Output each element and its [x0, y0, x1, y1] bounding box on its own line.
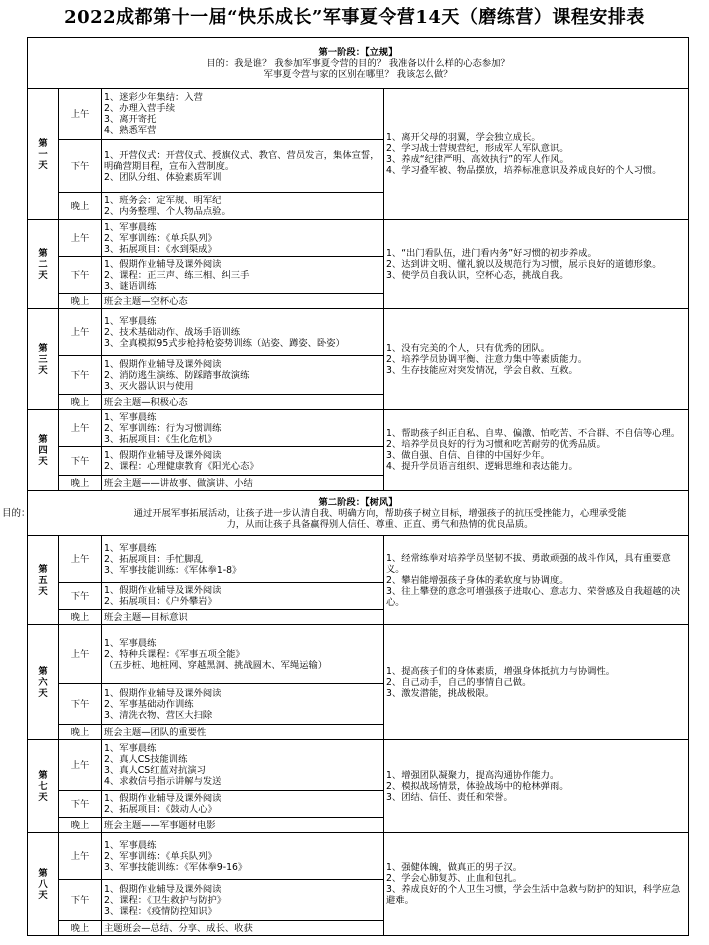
day-name: 第七天	[38, 769, 48, 803]
time-slot: 下午	[59, 684, 102, 725]
text-line: 1、假期作业辅导及课外阅读	[104, 358, 222, 370]
schedule-row-am	[28, 89, 689, 140]
text-line: 3、谜语训练	[104, 280, 157, 292]
time-slot: 晚上	[59, 395, 102, 410]
time-slot: 晚上	[59, 921, 102, 936]
text-line: 2、课程：《卫生救护与防护》	[104, 894, 227, 906]
text-line: 1、军事晨练	[104, 411, 157, 423]
activity-cell	[102, 818, 384, 833]
text-line: 3、离开寄托	[104, 114, 157, 125]
text-line: 1、军事晨练	[104, 839, 157, 851]
time-slot: 晚上	[59, 725, 102, 740]
text-line: 2、军事训练：《单兵队列》	[104, 232, 217, 244]
text-line: 3、拓展项目：《生化危机》	[104, 433, 217, 445]
text-line: 1、班务会：定军规、明军纪	[104, 195, 222, 206]
text-line: 2、军事基础动作训练	[104, 698, 194, 710]
goals-cell	[384, 833, 689, 936]
time-slot: 晚上	[59, 476, 102, 491]
text-line: 1、军事晨练	[104, 637, 157, 649]
day-label	[28, 740, 59, 833]
activity-cell	[102, 536, 384, 583]
text-line: 3、养成“纪律严明、高效执行”的军人作风。	[386, 154, 569, 165]
day-name: 第三天	[38, 342, 48, 376]
text-line: 2、特种兵课程：《军事五项全能》	[104, 648, 245, 660]
text-line: 2、办理入营手续	[104, 103, 175, 114]
activity-cell	[102, 921, 384, 936]
goals-cell	[384, 89, 689, 220]
text-line: 3、做自强、自信、自律的中国好少年。	[386, 450, 550, 461]
text-line: 2、培养学员协调平衡、注意力集中等素质能力。	[386, 353, 588, 365]
text-line: 1、假期作业辅导及课外阅读	[104, 793, 222, 804]
text-line: 1、强健体魄，做真正的男子汉。	[386, 862, 523, 873]
text-line: 3、灭火器认识与使用	[104, 380, 194, 392]
text-line: 1、假期作业辅导及课外阅读	[104, 883, 222, 895]
activity-cell	[102, 476, 384, 491]
time-slot: 上午	[59, 833, 102, 880]
text-line: 3、军事技能训练：《军体拳1-8》	[104, 564, 242, 576]
text-line: 2、自己动手，自己的事情自己做。	[386, 676, 532, 688]
goals-cell	[384, 536, 689, 625]
text-line: 1、“出门看队伍，进门看内务”好习惯的初步养成。	[386, 247, 597, 259]
text-line: 通过开展军事拓展活动，让孩子进一步认清自我、明确方向，帮助孩子树立目标，增强孩子的抗压受挫能力，心理承受能	[133, 507, 627, 519]
time-slot: 下午	[59, 447, 102, 476]
phase-row	[28, 491, 689, 536]
time-slot: 下午	[59, 791, 102, 818]
schedule-table	[2, 37, 689, 936]
day-label	[28, 625, 59, 740]
time-slot: 下午	[59, 880, 102, 921]
text-line: 1、没有完美的个人，只有优秀的团队。	[386, 342, 550, 354]
text-line: 3、拓展项目：《水到渠成》	[104, 243, 217, 255]
goals-cell	[384, 740, 689, 833]
time-slot: 下午	[59, 257, 102, 294]
time-slot: 下午	[59, 583, 102, 610]
text-line: 2、军事训练：《单兵队列》	[104, 850, 217, 862]
text-line: 2、学习战士营规营纪，形成军人军队意识。	[386, 143, 569, 154]
time-slot: 晚上	[59, 193, 102, 220]
goals-cell	[384, 625, 689, 740]
text-line: 3、往上攀登的意念可增强孩子进取心、意志力、荣誉感及自我超越的决心。	[386, 585, 681, 608]
activity-cell	[102, 610, 384, 625]
day-label	[28, 309, 59, 410]
text-line: 3、养成良好的个人卫生习惯，学会生活中急救与防护的知识，科学应急避难。	[386, 884, 681, 906]
activity-cell	[102, 791, 384, 818]
text-line: 2、拓展项目：手忙脚乱	[104, 553, 203, 565]
day-label	[28, 536, 59, 625]
activity-cell	[102, 140, 384, 193]
text-line: 主题班会—总结、分享、成长、收获	[104, 922, 253, 934]
text-line: 2、培养学员良好的行为习惯和吃苦耐劳的优秀品质。	[386, 439, 606, 450]
text-line: 3、全真模拟95式步枪持枪姿势训练（站姿、蹲姿、卧姿）	[104, 337, 345, 349]
time-slot: 下午	[59, 356, 102, 395]
schedule-row-am	[28, 740, 689, 791]
text-line: 1、增强团队凝聚力，提高沟通协作能力。	[386, 769, 560, 781]
text-line: 2、课程：心理健康教育《阳光心态》	[104, 461, 259, 472]
activity-cell	[102, 740, 384, 791]
time-slot: 上午	[59, 309, 102, 356]
text-line: 班会主题—积极心态	[104, 396, 188, 408]
goals-cell	[384, 410, 689, 491]
time-slot: 下午	[59, 140, 102, 193]
time-slot: 上午	[59, 536, 102, 583]
schedule-row-am	[28, 536, 689, 583]
text-line: 班会主题——军事题材电影	[104, 819, 216, 831]
time-slot: 上午	[59, 740, 102, 791]
time-slot: 上午	[59, 220, 102, 257]
day-name: 第四天	[38, 433, 48, 467]
text-line: 3、使学员自我认识，空杯心态，挑战自我。	[386, 269, 569, 281]
activity-cell	[102, 294, 384, 309]
day-name: 第八天	[38, 867, 48, 901]
text-line: 1、提高孩子们的身体素质，增强身体抵抗力与协调性。	[386, 665, 616, 677]
time-slot: 晚上	[59, 818, 102, 833]
text-line: 2、拓展项目：《户外攀岩》	[104, 596, 217, 607]
phase-row	[28, 38, 689, 89]
day-label	[28, 410, 59, 491]
text-line: 3、清洗衣物、营区大扫除	[104, 709, 213, 721]
time-slot: 上午	[59, 410, 102, 447]
text-line: 1、假期作业辅导及课外阅读	[104, 450, 222, 461]
phase-title: 第二阶段：【树风】	[318, 496, 398, 508]
text-line: 1、军事晨练	[104, 315, 157, 327]
text-line: 2、学会心肺复苏、止血和包扎。	[386, 873, 523, 884]
text-line: 军事夏令营与家的区别在哪里？ 我该怎么做？	[263, 68, 453, 80]
text-line: 班会主题—团队的重要性	[104, 726, 207, 738]
text-line: 2、拓展项目：《鼓动人心》	[104, 804, 217, 815]
text-line: 1、开营仪式：开营仪式、授旗仪式、教官、营员发言，集体宣誓，明确营期目程，宣布入营制度。	[104, 149, 380, 172]
text-line: 4、学习叠军被、物品摆放，培养标准意识及养成良好的个人习惯。	[386, 165, 662, 176]
text-line: 1、军事晨练	[104, 221, 157, 233]
text-line: 2、内务整理、个人物品点验。	[104, 206, 231, 217]
schedule-row-am	[28, 220, 689, 257]
text-line: 4、提升学员语言组织、逻辑思维和表达能力。	[386, 461, 578, 472]
text-line: 3、团结、信任、责任和荣誉。	[386, 791, 513, 803]
text-line: 2、课程：正三声、练三相、纠三手	[104, 269, 250, 281]
phase-purpose-label: 目的：	[2, 507, 31, 519]
text-line: 3、真人CS红蓝对抗演习	[104, 765, 206, 776]
goals-cell	[384, 309, 689, 410]
text-line: 目的：我是谁？ 我参加军事夏令营的目的？ 我准备以什么样的心态参加？	[206, 57, 510, 69]
text-line: 3、军事技能训练：《军体拳9-16》	[104, 861, 248, 873]
schedule-row-am	[28, 309, 689, 356]
day-label	[28, 89, 59, 220]
text-line: 2、真人CS技能训练	[104, 754, 188, 765]
day-name: 第六天	[38, 665, 48, 699]
text-line: 2、军事训练：行为习惯训练	[104, 422, 222, 434]
activity-cell	[102, 447, 384, 476]
text-line: 2、技术基础动作、战场手语训练	[104, 326, 241, 338]
phase-cell	[28, 38, 689, 89]
text-line: 1、军事晨练	[104, 542, 157, 554]
day-name: 第五天	[38, 563, 48, 597]
activity-cell	[102, 583, 384, 610]
day-label	[28, 833, 59, 936]
text-line: 1、军事晨练	[104, 743, 157, 754]
time-slot: 上午	[59, 625, 102, 684]
day-name: 第二天	[38, 247, 48, 281]
text-line: 2、模拟战场情景，体验战场中的枪林弹雨。	[386, 780, 569, 792]
schedule-row-am	[28, 625, 689, 684]
activity-cell	[102, 220, 384, 257]
activity-cell	[102, 395, 384, 410]
text-line: 1、假期作业辅导及课外阅读	[104, 687, 222, 699]
activity-cell	[102, 193, 384, 220]
text-line: 2、达到讲文明、懂礼貌以及规范行为习惯，展示良好的道德形象。	[386, 258, 662, 270]
activity-cell	[102, 257, 384, 294]
text-line: 1、假期作业辅导及课外阅读	[104, 585, 222, 596]
day-label	[28, 220, 59, 309]
activity-cell	[102, 880, 384, 921]
activity-cell	[102, 625, 384, 684]
text-line: 班会主题—目标意识	[104, 611, 188, 623]
activity-cell	[102, 309, 384, 356]
text-line: 力，从而让孩子具备赢得别人信任、尊重、正直、勇气和热情的优良品质。	[226, 518, 534, 530]
text-line: 2、攀岩能增强孩子身体的柔软度与协调度。	[386, 574, 569, 586]
text-line: 4、求救信号指示讲解与发送	[104, 776, 222, 787]
time-slot: 晚上	[59, 610, 102, 625]
activity-cell	[102, 89, 384, 140]
activity-cell	[102, 684, 384, 725]
time-slot: 晚上	[59, 294, 102, 309]
text-line: （五步桩、地桩网、穿越黑洞、挑战圆木、军绳运输）	[104, 659, 328, 671]
phase-cell	[2, 491, 689, 536]
day-name: 第一天	[38, 137, 48, 171]
text-line: 1、帮助孩子纠正自私、自卑、偏激、怕吃苦、不合群、不自信等心理。	[386, 428, 681, 439]
activity-cell	[102, 833, 384, 880]
text-line: 班会主题——讲故事、做演讲、小结	[104, 477, 253, 489]
text-line: 1、经常练拳对培养学员坚韧不拔、勇敢顽强的战斗作风，具有重要意义。	[386, 552, 671, 575]
text-line: 2、消防逃生演练、防踩踏事故演练	[104, 369, 250, 381]
schedule-row-am	[28, 410, 689, 447]
text-line: 2、团队分组、体验素质军训	[104, 171, 222, 183]
text-line: 班会主题—空杯心态	[104, 295, 188, 307]
text-line: 4、熟悉军营	[104, 125, 157, 136]
activity-cell	[102, 410, 384, 447]
text-line: 1、假期作业辅导及课外阅读	[104, 258, 222, 270]
schedule-row-am	[28, 833, 689, 880]
text-line: 3、生存技能应对突发情况，学会自救、互救。	[386, 364, 578, 376]
text-line: 1、迷彩少年集结：入营	[104, 92, 203, 103]
time-slot: 上午	[59, 89, 102, 140]
text-line: 3、激发潜能，挑战极限。	[386, 687, 495, 699]
phase-title: 第一阶段：【立规】	[318, 46, 398, 58]
activity-cell	[102, 725, 384, 740]
page-title: 2022成都第十一届“快乐成长”军事夏令营14天（磨练营）课程安排表	[64, 7, 645, 28]
text-line: 1、离开父母的羽翼，学会独立成长。	[386, 132, 541, 143]
text-line: 3、课程：《疫情防控知识》	[104, 905, 217, 917]
goals-cell	[384, 220, 689, 309]
activity-cell	[102, 356, 384, 395]
